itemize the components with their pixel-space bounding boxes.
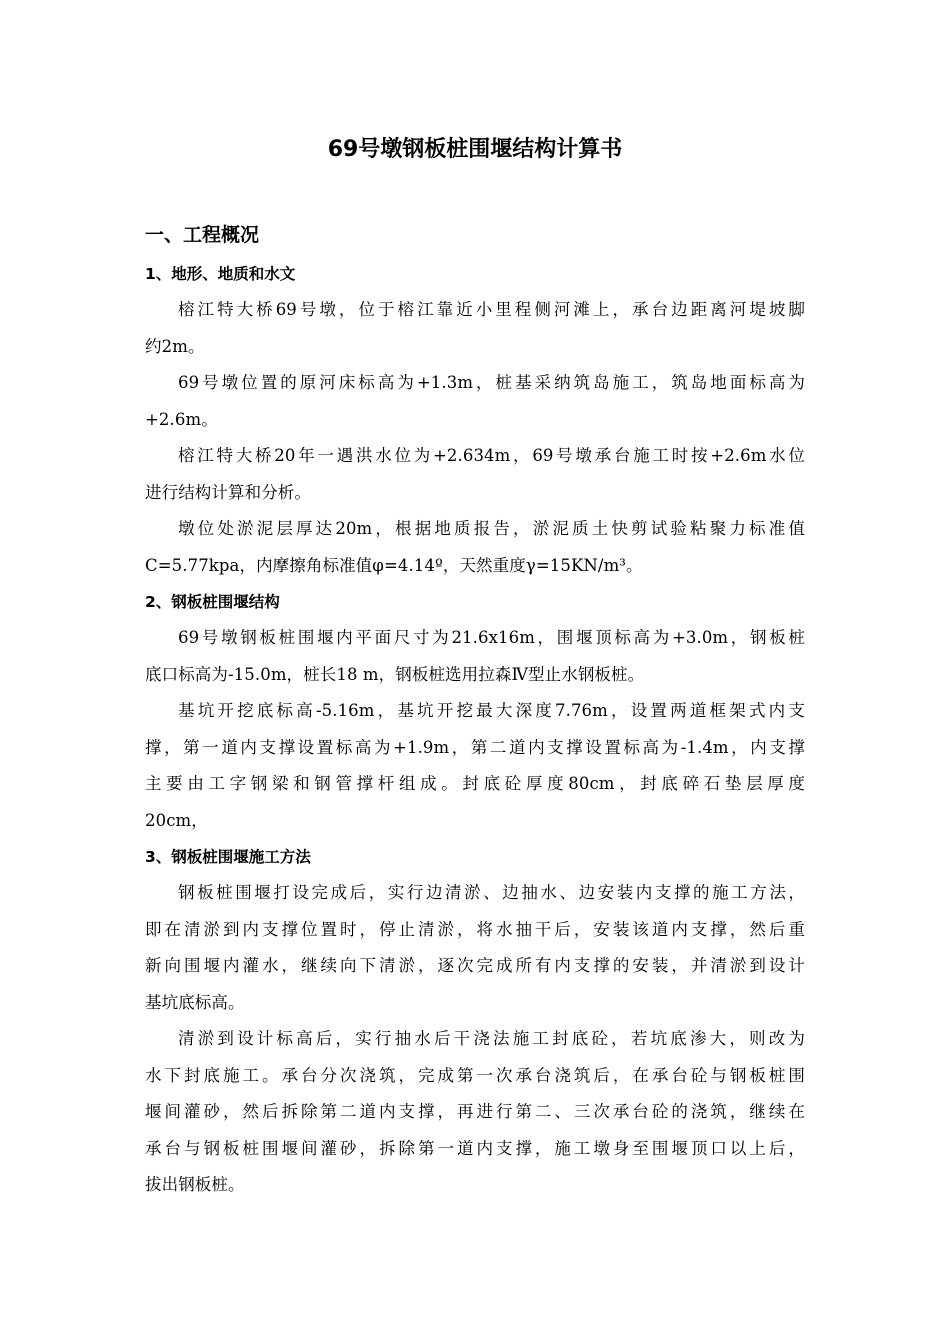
paragraph-line: 进行结构计算和分析。 (145, 482, 311, 502)
document-title: 69号墩钢板桩围堰结构计算书 (327, 137, 623, 162)
section-heading-overview: 一、工程概况 (145, 224, 260, 246)
paragraph (145, 292, 805, 365)
paragraph-line: +2.6m。 (145, 409, 218, 429)
paragraph-line: 榕江特大桥69号墩，位于榕江靠近小里程侧河滩上，承台边距离河堤坡脚 (178, 300, 805, 319)
paragraph-line: 基坑底标高。 (145, 992, 245, 1012)
paragraph-line: 新向围堰内灌水，继续向下清淤，逐次完成所有内支撑的安装，并清淤到设计 (145, 956, 805, 975)
paragraph (145, 1021, 805, 1204)
paragraph-line: 即在清淤到内支撑位置时，停止清淤，将水抽干后，安装该道内支撑，然后重 (145, 919, 805, 939)
subsection-construction-paragraphs (145, 875, 805, 1204)
paragraph-line: 主要由工字钢梁和钢管撑杆组成。封底砼厚度80cm，封底碎石垫层厚度 (145, 774, 805, 793)
paragraph (145, 511, 805, 584)
paragraph (145, 693, 805, 839)
paragraph-line: 清淤到设计标高后，实行抽水后干浇法施工封底砼，若坑底渗大，则改为 (178, 1029, 805, 1048)
subsection-heading-structure: 2、钢板桩围堰结构 (145, 593, 280, 611)
subsection-terrain-paragraphs (145, 292, 805, 584)
subsection-heading-construction: 3、钢板桩围堰施工方法 (145, 848, 311, 866)
paragraph-line: 69号墩位置的原河床标高为+1.3m，桩基采纳筑岛施工，筑岛地面标高为 (178, 373, 805, 392)
paragraph-line: 20cm， (145, 810, 208, 830)
paragraph (145, 875, 805, 1021)
paragraph-line: 承台与钢板桩围堰间灌砂，拆除第一道内支撑，施工墩身至围堰顶口以上后， (145, 1138, 805, 1158)
paragraph-line: 墩位处淤泥层厚达20m，根据地质报告，淤泥质土快剪试验粘聚力标准值 (178, 519, 805, 538)
paragraph-line: 拔出钢板桩。 (145, 1175, 245, 1194)
document-body (145, 218, 805, 1204)
paragraph (145, 620, 805, 693)
paragraph (145, 438, 805, 511)
paragraph-line: 堰间灌砂，然后拆除第二道内支撑，再进行第二、三次承台砼的浇筑，继续在 (145, 1102, 805, 1121)
paragraph-line: 底口标高为-15.0m，桩长18 m，钢板桩选用拉森Ⅳ型止水钢板桩。 (145, 664, 645, 684)
paragraph-line: 钢板桩围堰打设完成后，实行边清淤、边抽水、边安装内支撑的施工方法， (178, 883, 805, 902)
paragraph (145, 365, 805, 438)
paragraph-line: 约2m。 (145, 336, 205, 356)
paragraph-line: 撑，第一道内支撑设置标高为+1.9m，第二道内支撑设置标高为-1.4m，内支撑 (145, 737, 805, 757)
subsection-structure-paragraphs (145, 620, 805, 839)
subsection-heading-terrain: 1、地形、地质和水文 (145, 265, 296, 283)
paragraph-line: 榕江特大桥20年一遇洪水位为+2.634m，69号墩承台施工时按+2.6m水位 (178, 446, 805, 465)
paragraph-line: C=5.77kpa，内摩擦角标准值φ=4.14º，天然重度γ=15KN/m³。 (145, 555, 643, 575)
paragraph-line: 基坑开挖底标高-5.16m，基坑开挖最大深度7.76m，设置两道框架式内支 (178, 701, 805, 720)
paragraph-line: 69号墩钢板桩围堰内平面尺寸为21.6x16m，围堰顶标高为+3.0m，钢板桩 (178, 628, 805, 647)
paragraph-line: 水下封底施工。承台分次浇筑，完成第一次承台浇筑后，在承台砼与钢板桩围 (145, 1065, 805, 1085)
